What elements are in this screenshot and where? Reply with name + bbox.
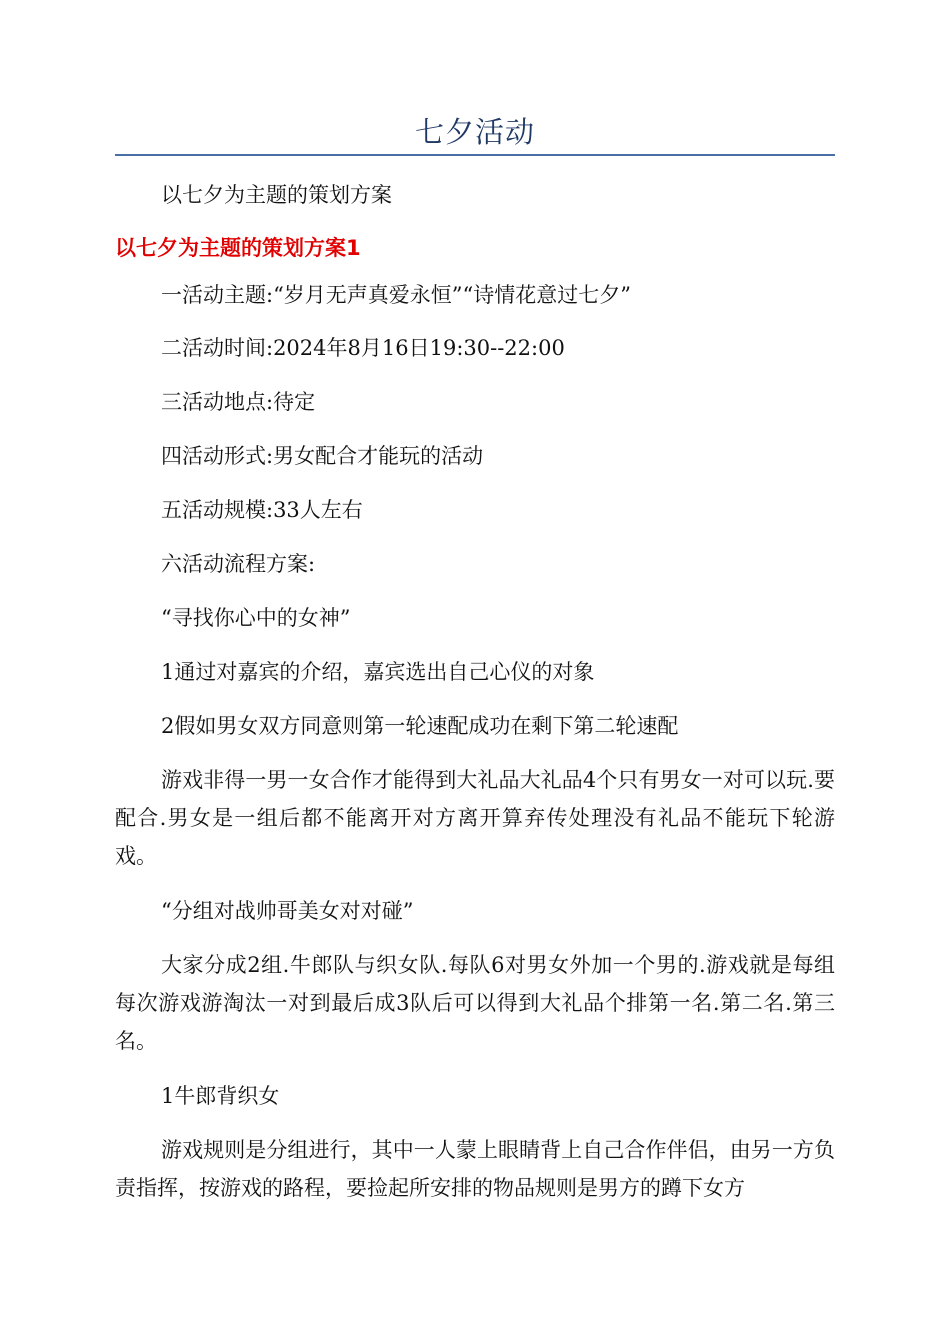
game2-description: 大家分成2组.牛郎队与织女队.每队6对男女外加一个男的.游戏就是每组每次游戏游淘汰一对到最后成3队后可以得到大礼品个排第一名.第二名.第三名。	[115, 953, 835, 1053]
game2-title: “分组对战帅哥美女对对碰”	[161, 899, 414, 923]
item-place: 三活动地点:待定	[161, 390, 316, 414]
doc-subtitle: 以七夕为主题的策划方案	[161, 183, 392, 207]
section-heading: 以七夕为主题的策划方案1	[115, 236, 361, 260]
game1-step2: 2假如男女双方同意则第一轮速配成功在剩下第二轮速配	[161, 714, 679, 738]
game2-sub1-title: 1牛郎背织女	[161, 1084, 280, 1108]
page-title: 七夕活动	[414, 115, 535, 149]
item-form: 四活动形式:男女配合才能玩的活动	[161, 444, 484, 468]
item-time: 二活动时间:2024年8月16日19:30--22:00	[161, 336, 565, 360]
game1-title: “寻找你心中的女神”	[161, 606, 351, 630]
game2-sub1-description: 游戏规则是分组进行，其中一人蒙上眼睛背上自己合作伴侣，由另一方负责指挥，按游戏的路程，要捡起所安排的物品规则是男方的蹲下女方	[115, 1138, 835, 1200]
item-theme: 一活动主题:“岁月无声真爱永恒”“诗情花意过七夕”	[161, 283, 632, 307]
game1-step1: 1通过对嘉宾的介绍，嘉宾选出自己心仪的对象	[161, 660, 595, 684]
game1-description: 游戏非得一男一女合作才能得到大礼品大礼品4个只有男女一对可以玩.要配合.男女是一组后都不能离开对方离开算弃传处理没有礼品不能玩下轮游戏。	[115, 768, 835, 868]
item-scale: 五活动规模:33人左右	[161, 498, 363, 522]
title-underline	[115, 154, 835, 156]
item-flow: 六活动流程方案:	[161, 552, 316, 576]
